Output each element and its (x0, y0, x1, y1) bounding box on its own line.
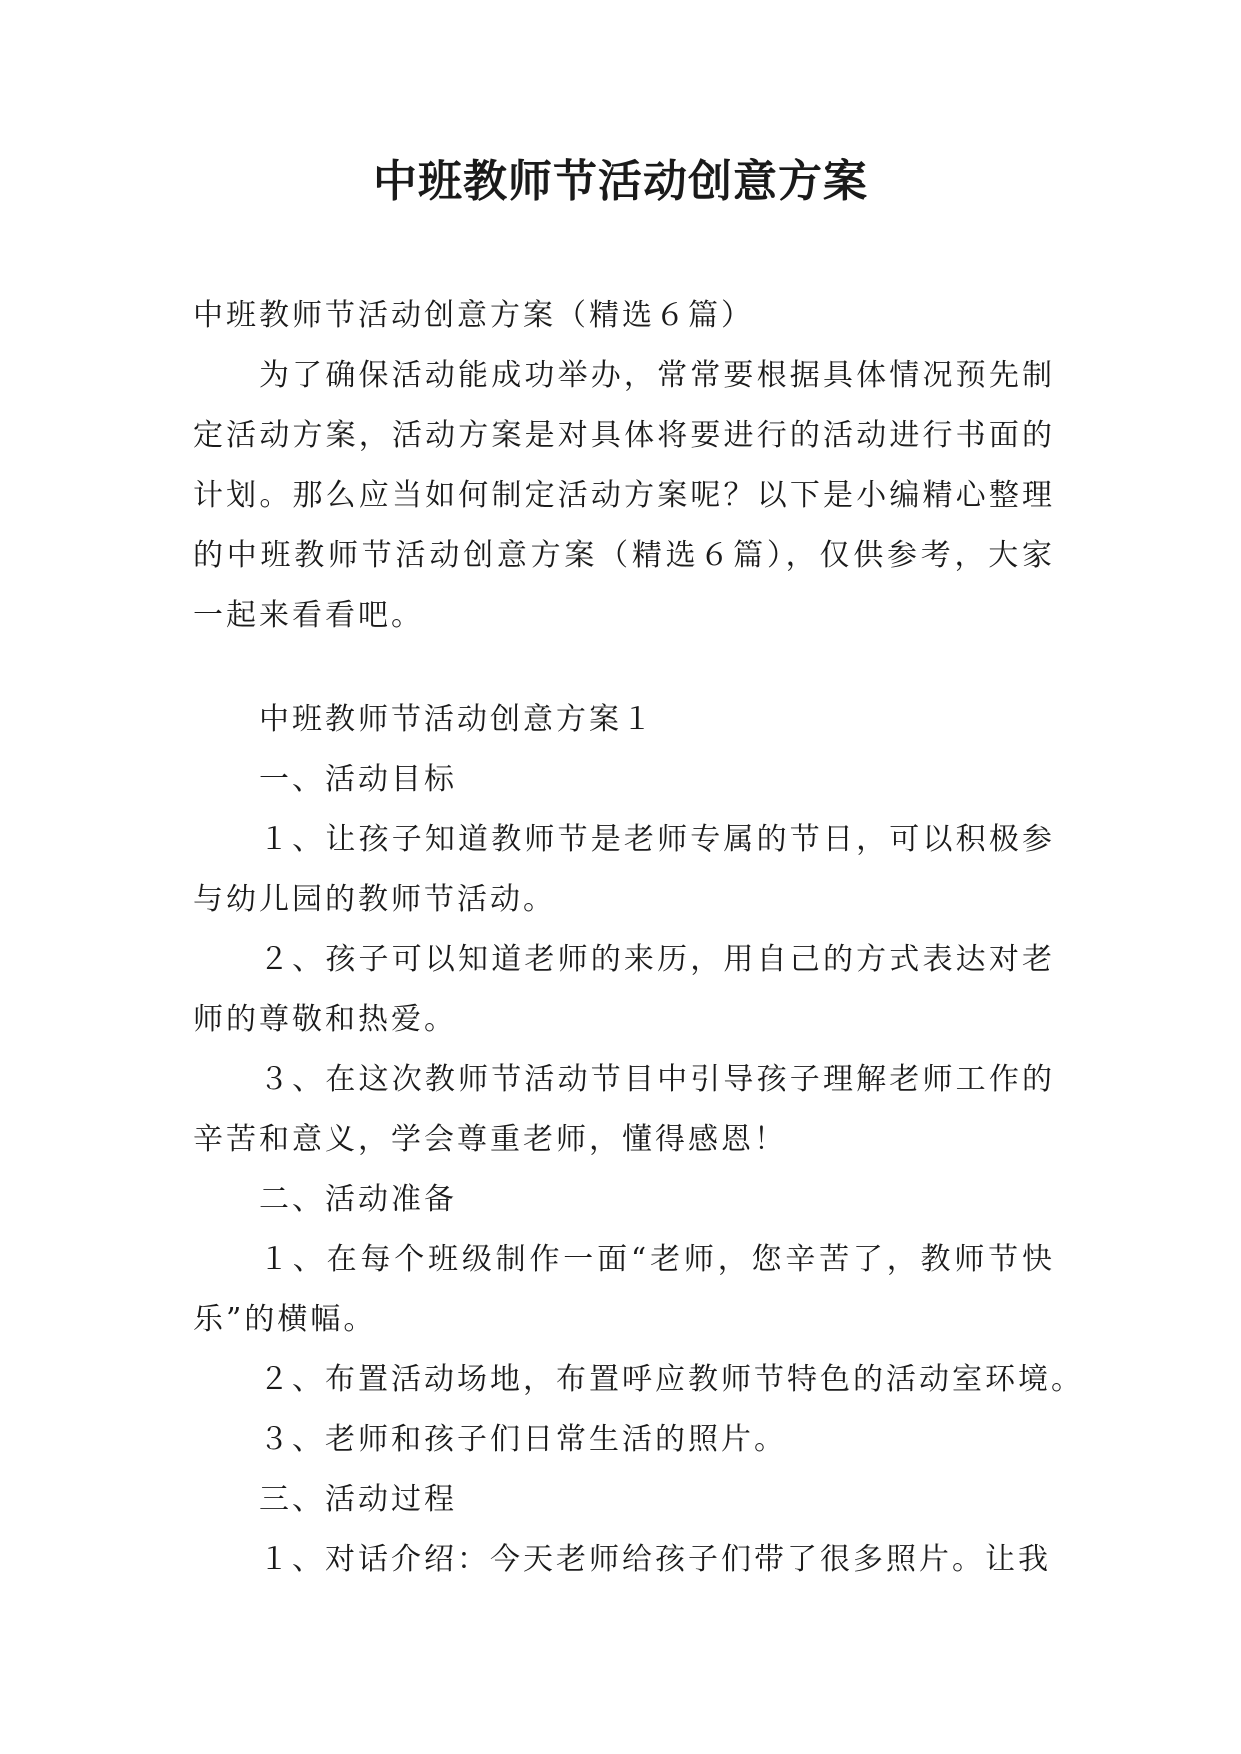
goals-heading: 一、活动目标 (259, 762, 457, 797)
prep-item-3: ３、老师和孩子们日常生活的照片。 (259, 1422, 787, 1457)
goal-item-1: １、让孩子知道教师节是老师专属的节日，可以积极参与幼儿园的教师节活动。 (193, 822, 1055, 917)
goal-item-3: ３、在这次教师节活动节目中引导孩子理解老师工作的辛苦和意义，学会尊重老师，懂得感恩！ (193, 1062, 1055, 1157)
section-title: 中班教师节活动创意方案１ (259, 702, 655, 737)
prep-heading: 二、活动准备 (259, 1182, 457, 1217)
prep-item-1: １、在每个班级制作一面“老师，您辛苦了，教师节快乐”的横幅。 (193, 1242, 1055, 1337)
intro-paragraph: 为了确保活动能成功举办，常常要根据具体情况预先制定活动方案，活动方案是对具体将要进行的活动进行书面的计划。那么应当如何制定活动方案呢？以下是小编精心整理的中班教师节活动创意方案（精选６篇），仅供参考，大家一起来看看吧。 (193, 358, 1055, 633)
process-item-1: １、对话介绍：今天老师给孩子们带了很多照片。让我 (259, 1542, 1051, 1577)
document-subtitle: 中班教师节活动创意方案（精选６篇） (193, 298, 754, 333)
prep-item-2: ２、布置活动场地，布置呼应教师节特色的活动室环境。 (259, 1362, 1084, 1397)
goal-item-2: ２、孩子可以知道老师的来历，用自己的方式表达对老师的尊敬和热爱。 (193, 942, 1055, 1037)
process-heading: 三、活动过程 (259, 1482, 457, 1517)
intro-block (193, 286, 1055, 646)
section-1 (193, 690, 1084, 1590)
document-title: 中班教师节活动创意方案 (373, 156, 868, 207)
